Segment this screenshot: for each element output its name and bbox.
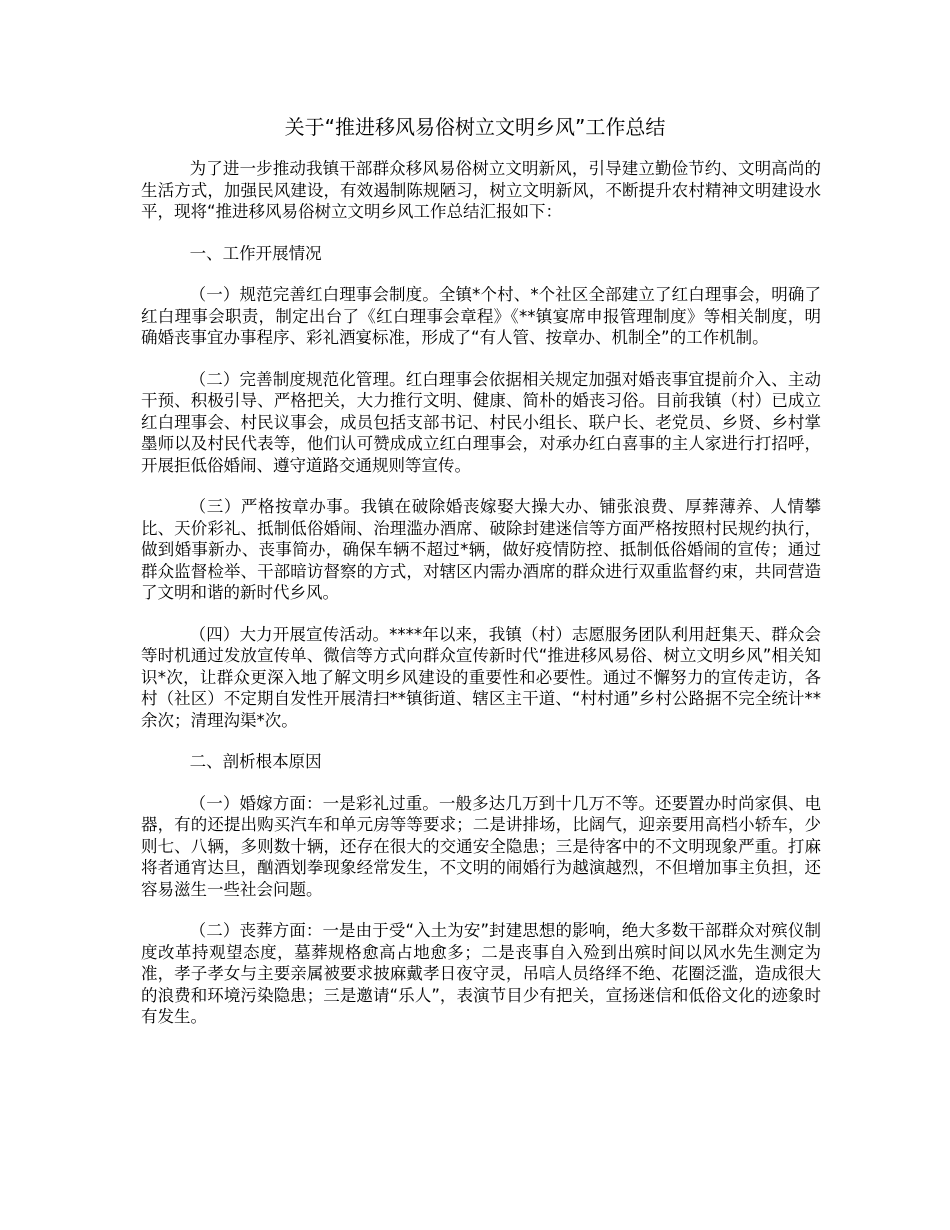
paragraph-1-4: （四）大力开展宣传活动。****年以来，我镇（村）志愿服务团队利用赶集天、群众会等时机通过发放宣传单、微信等方式向群众宣传新时代“推进移风易俗、树立文明乡风”相关知识*次，让群众更深入地了解文明乡风建设的重要性和必要性。通过不懈努力的宣传走访，各村（社区）不定期自发性开展清扫**镇街道、辖区主干道、“村村通”乡村公路据不完全统计**余次；清理沟渠*次。 — [141, 624, 821, 730]
paragraph-1-1: （一）规范完善红白理事会制度。全镇*个村、*个社区全部建立了红白理事会，明确了红白理事会职责，制定出台了《红白理事会章程》《**镇宴席申报管理制度》等相关制度，明确婚丧事宜办事程序、彩礼酒宴标准，形成了“有人管、按章办、机制全”的工作机制。 — [141, 285, 821, 347]
document-title: 关于“推进移风易俗树立文明乡风”工作总结 — [284, 115, 666, 139]
paragraph-1-2: （二）完善制度规范化管理。红白理事会依据相关规定加强对婚丧事宜提前介入、主动干预、积极引导、严格把关，大力推行文明、健康、简朴的婚丧习俗。目前我镇（村）已成立红白理事会、村民议事会，成员包括支部书记、村民小组长、联户长、老党员、乡贤、乡村掌墨师以及村民代表等，他们认可赞成成立红白理事会，对承办红白喜事的主人家进行打招呼，开展拒低俗婚闹、遵守道路交通规则等宣传。 — [141, 369, 821, 475]
intro-paragraph: 为了进一步推动我镇干部群众移风易俗树立文明新风，引导建立勤俭节约、文明高尚的生活方式，加强民风建设，有效遏制陈规陋习，树立文明新风，不断提升农村精神文明建设水平，现将“推进移风易俗树立文明乡风工作总结汇报如下： — [141, 159, 821, 221]
document-body — [141, 158, 821, 1048]
section-heading-work-status: 一、工作开展情况 — [189, 243, 322, 263]
paragraph-2-2: （二）丧葬方面：一是由于受“入土为安”封建思想的影响，绝大多数干部群众对殡仪制度改革持观望态度，墓葬规格愈高占地愈多；二是丧事自入殓到出殡时间以风水先生测定为准，孝子孝女与主要亲属被要求披麻戴孝日夜守灵，吊唁人员络绎不绝、花圈泛滥，造成很大的浪费和环境污染隐患；三是邀请“乐人”，表演节目少有把关，宣扬迷信和低俗文化的迹象时有发生。 — [141, 921, 821, 1026]
section-heading-root-causes: 二、剖析根本原因 — [189, 752, 322, 771]
paragraph-2-1: （一）婚嫁方面：一是彩礼过重。一般多达几万到十几万不等。还要置办时尚家俱、电器，有的还提出购买汽车和单元房等等要求；二是讲排场，比阔气，迎亲要用高档小轿车，少则七、八辆，多则数十辆，还存在很大的交通安全隐患；三是待客中的不文明现象严重。打麻将者通宵达旦，酗酒划拳现象经常发生，不文明的闹婚行为越演越烈，不但增加事主负担，还容易滋生一些社会问题。 — [141, 793, 821, 899]
paragraph-1-3: （三）严格按章办事。我镇在破除婚丧嫁娶大操大办、铺张浪费、厚葬薄养、人情攀比、天价彩礼、抵制低俗婚闹、治理滥办酒席、破除封建迷信等方面严格按照村民规约执行，做到婚事新办、丧事简办，确保车辆不超过*辆，做好疫情防控、抵制低俗婚闹的宣传；通过群众监督检举、干部暗访督察的方式，对辖区内需办酒席的群众进行双重监督约束，共同营造了文明和谐的新时代乡风。 — [141, 497, 821, 602]
